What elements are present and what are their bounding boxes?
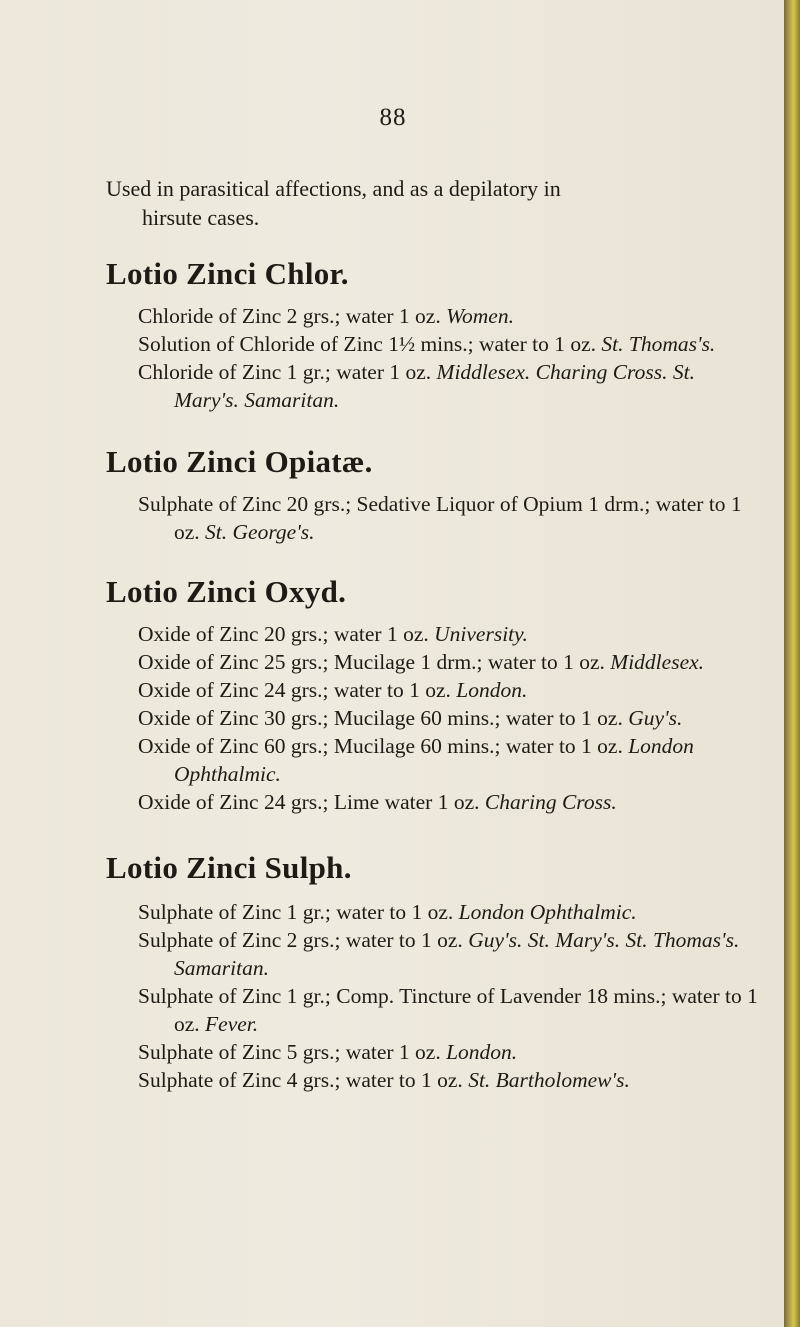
entry-source: Guy's. (628, 706, 683, 730)
entries-list (58, 490, 758, 546)
formula-section (58, 850, 758, 1094)
formula-entry (58, 788, 758, 816)
entry-source: London Ophthalmic. (174, 734, 694, 786)
formula-section (58, 574, 758, 816)
entry-text: Oxide of Zinc 30 grs.; Mucilage 60 mins.; water to 1 oz. (138, 706, 623, 730)
intro-paragraph (58, 174, 758, 232)
formula-entry (58, 1038, 758, 1066)
formula-entry (58, 330, 758, 358)
entry-source: St. Bartholomew's. (468, 1068, 630, 1092)
intro-line: hirsute cases. (142, 205, 260, 230)
sections-list (58, 256, 758, 1094)
formula-section (58, 444, 758, 546)
entry-text: Oxide of Zinc 20 grs.; water 1 oz. (138, 622, 429, 646)
section-heading: Lotio Zinci Chlor. (106, 256, 349, 291)
formula-entry (58, 302, 758, 330)
intro-line: Used in parasitical affections, and as a depilatory in (106, 176, 561, 201)
section-heading: Lotio Zinci Sulph. (106, 850, 352, 885)
entry-source: Fever. (205, 1012, 259, 1036)
entry-source: London. (456, 678, 528, 702)
page-number: 88 (379, 104, 407, 131)
page-content (58, 174, 758, 1094)
entry-source: Women. (446, 304, 514, 328)
formula-entry (58, 898, 758, 926)
entries-list (58, 898, 758, 1094)
formula-entry (58, 676, 758, 704)
entry-text: Sulphate of Zinc 1 gr.; Comp. Tincture of Lavender 18 mins.; water to 1 oz. (138, 984, 758, 1036)
entry-text: Sulphate of Zinc 5 grs.; water 1 oz. (138, 1040, 441, 1064)
formula-entry (58, 982, 758, 1038)
formula-entry (58, 648, 758, 676)
formula-entry (58, 926, 758, 982)
entry-source: University. (434, 622, 528, 646)
entry-text: Oxide of Zinc 24 grs.; Lime water 1 oz. (138, 790, 480, 814)
formula-entry (58, 732, 758, 788)
formula-entry (58, 1066, 758, 1094)
entry-text: Oxide of Zinc 60 grs.; Mucilage 60 mins.; water to 1 oz. (138, 734, 623, 758)
entry-text: Oxide of Zinc 25 grs.; Mucilage 1 drm.; water to 1 oz. (138, 650, 605, 674)
entry-source: Middlesex. (610, 650, 705, 674)
entry-source: London Ophthalmic. (458, 900, 637, 924)
entries-list (58, 302, 758, 414)
entries-list (58, 620, 758, 816)
formula-entry (58, 490, 758, 546)
formula-entry (58, 620, 758, 648)
entry-source: Charing Cross. (484, 790, 617, 814)
entry-source: St. Thomas's. (601, 332, 716, 356)
entry-text: Sulphate of Zinc 2 grs.; water to 1 oz. (138, 928, 463, 952)
entry-text: Solution of Chloride of Zinc 1½ mins.; water to 1 oz. (138, 332, 597, 356)
entry-text: Chloride of Zinc 1 gr.; water 1 oz. (138, 360, 432, 384)
formula-entry (58, 358, 758, 414)
entry-text: Oxide of Zinc 24 grs.; water to 1 oz. (138, 678, 451, 702)
formula-entry (58, 704, 758, 732)
section-heading: Lotio Zinci Oxyd. (106, 574, 347, 609)
entry-text: Sulphate of Zinc 4 grs.; water to 1 oz. (138, 1068, 463, 1092)
entry-text: Sulphate of Zinc 1 gr.; water to 1 oz. (138, 900, 454, 924)
formula-section (58, 256, 758, 414)
entry-source: London. (446, 1040, 518, 1064)
entry-source: St. George's. (205, 520, 315, 544)
entry-source: Guy's. St. Mary's. St. Thomas's. Samaritan. (174, 928, 740, 980)
entry-text: Sulphate of Zinc 20 grs.; Sedative Liquor of Opium 1 drm.; water to 1 oz. (138, 492, 742, 544)
entry-source: Middlesex. Charing Cross. St. Mary's. Samaritan. (174, 360, 695, 412)
page-edge (784, 0, 800, 1327)
entry-text: Chloride of Zinc 2 grs.; water 1 oz. (138, 304, 441, 328)
section-heading: Lotio Zinci Opiatæ. (106, 444, 373, 479)
